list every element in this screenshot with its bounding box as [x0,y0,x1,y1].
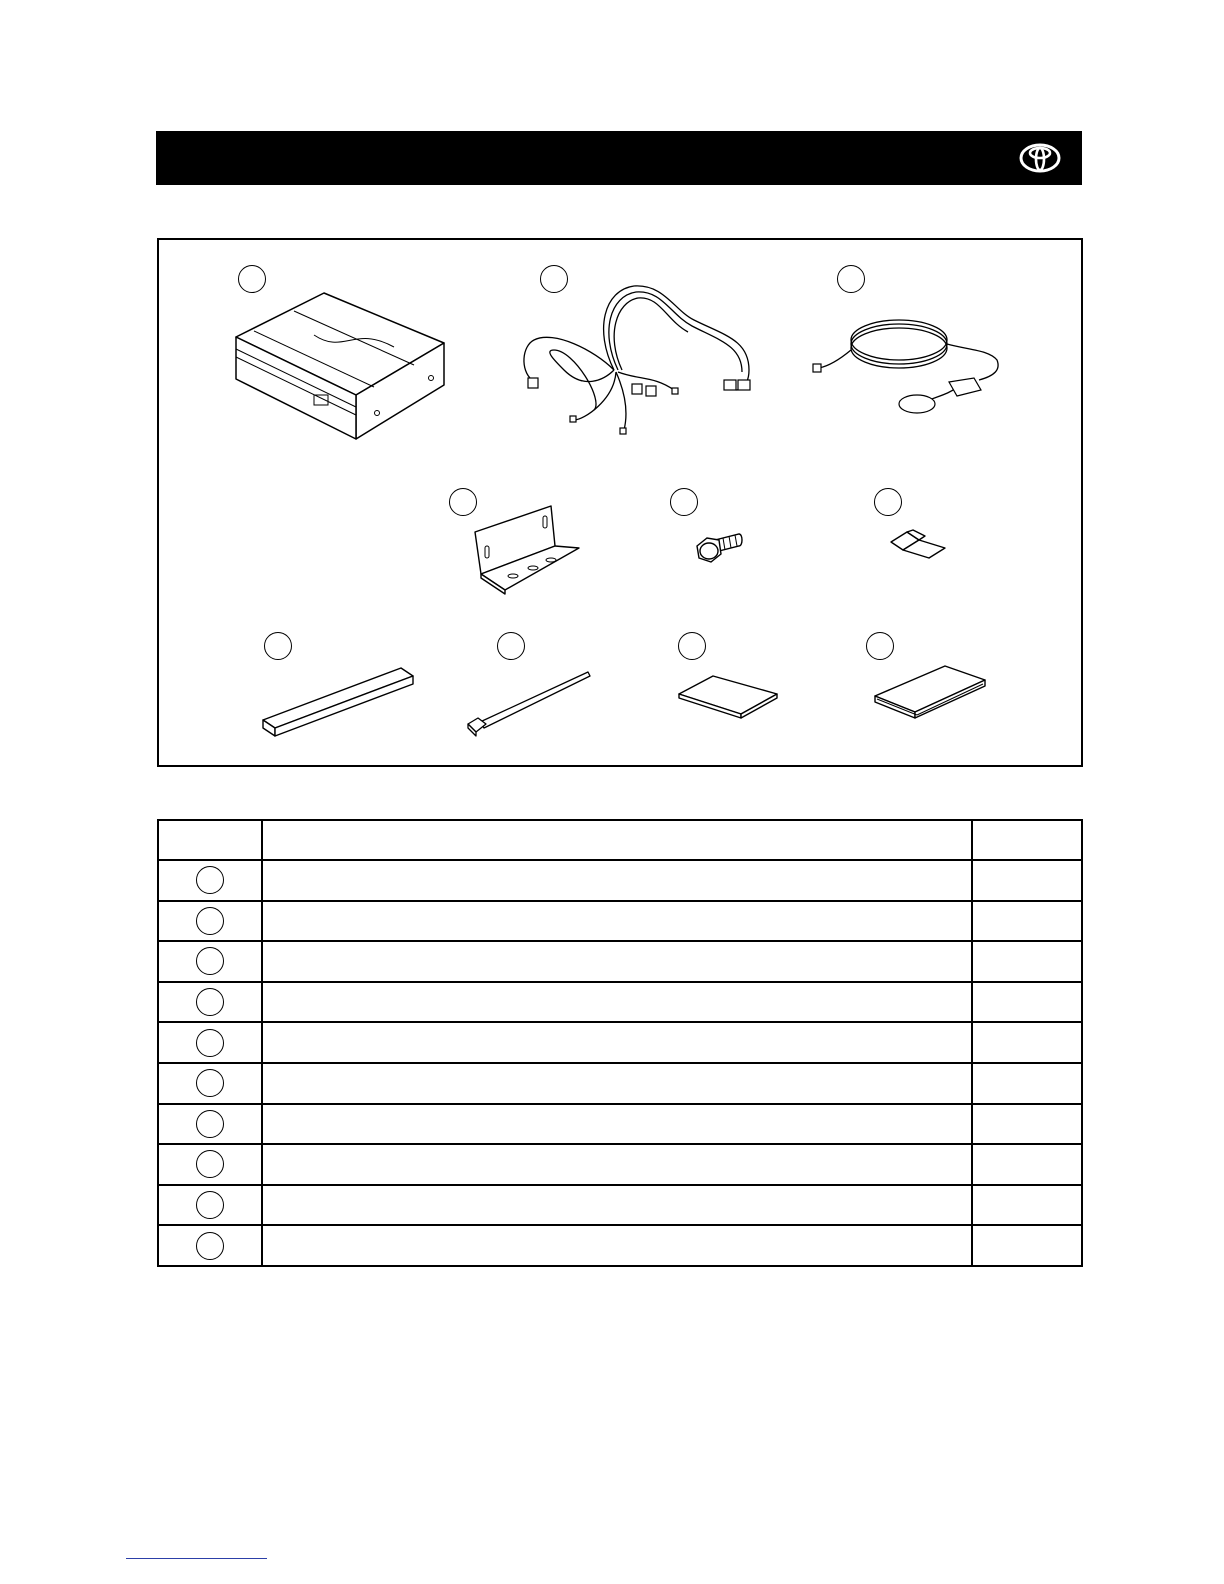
table-header-row [158,820,1082,860]
cleaning-wipe-icon [873,662,988,727]
item-number-cell [158,1144,262,1185]
description-cell [262,1185,972,1226]
quantity-cell [972,901,1082,942]
description-cell [262,982,972,1023]
table-row [158,1022,1082,1063]
callout-6 [874,488,902,516]
table-row [158,1104,1082,1145]
description-cell [262,1063,972,1104]
quantity-cell [972,1104,1082,1145]
row-callout [196,988,224,1016]
row-callout [196,1191,224,1219]
wire-harness-icon [514,280,764,440]
foam-pad-icon [261,664,416,749]
row-callout [196,1029,224,1057]
quantity-cell [972,1022,1082,1063]
table-row [158,1185,1082,1226]
callout-5 [670,488,698,516]
item-number-cell [158,901,262,942]
description-cell [262,941,972,982]
callout-9 [678,632,706,660]
table-row [158,1144,1082,1185]
column-header-item [158,820,262,860]
row-callout [196,947,224,975]
control-module-box-icon [234,285,454,445]
bolt-icon [693,526,753,574]
adhesive-square-icon [677,672,782,727]
description-cell [262,1225,972,1266]
clip-icon [889,528,949,563]
table-row [158,860,1082,901]
column-header-quantity [972,820,1082,860]
row-callout [196,907,224,935]
table-row [158,1063,1082,1104]
parts-list-table [157,819,1083,1267]
table-row [158,901,1082,942]
item-number-cell [158,1063,262,1104]
callout-8 [497,632,525,660]
quantity-cell [972,1225,1082,1266]
row-callout [196,1069,224,1097]
description-cell [262,901,972,942]
row-callout [196,1110,224,1138]
parts-illustration-panel [157,238,1083,767]
row-callout [196,866,224,894]
description-cell [262,1144,972,1185]
item-number-cell [158,1104,262,1145]
callout-3 [837,265,865,293]
table-row [158,1225,1082,1266]
item-number-cell [158,982,262,1023]
description-cell [262,1104,972,1145]
quantity-cell [972,1144,1082,1185]
quantity-cell [972,941,1082,982]
quantity-cell [972,982,1082,1023]
mounting-bracket-icon [471,502,586,597]
cable-tie-icon [464,670,594,740]
row-callout [196,1150,224,1178]
item-number-cell [158,941,262,982]
item-number-cell [158,860,262,901]
footer-link[interactable] [126,1558,267,1559]
item-number-cell [158,1185,262,1226]
item-number-cell [158,1225,262,1266]
row-callout [196,1232,224,1260]
header-bar [156,131,1082,185]
column-header-description [262,820,972,860]
item-number-cell [158,1022,262,1063]
toyota-emblem-icon [1019,142,1061,174]
table-row [158,982,1082,1023]
quantity-cell [972,860,1082,901]
quantity-cell [972,1063,1082,1104]
quantity-cell [972,1185,1082,1226]
callout-10 [866,632,894,660]
table-row [158,941,1082,982]
description-cell [262,860,972,901]
callout-7 [264,632,292,660]
description-cell [262,1022,972,1063]
antenna-cable-icon [809,310,1009,420]
